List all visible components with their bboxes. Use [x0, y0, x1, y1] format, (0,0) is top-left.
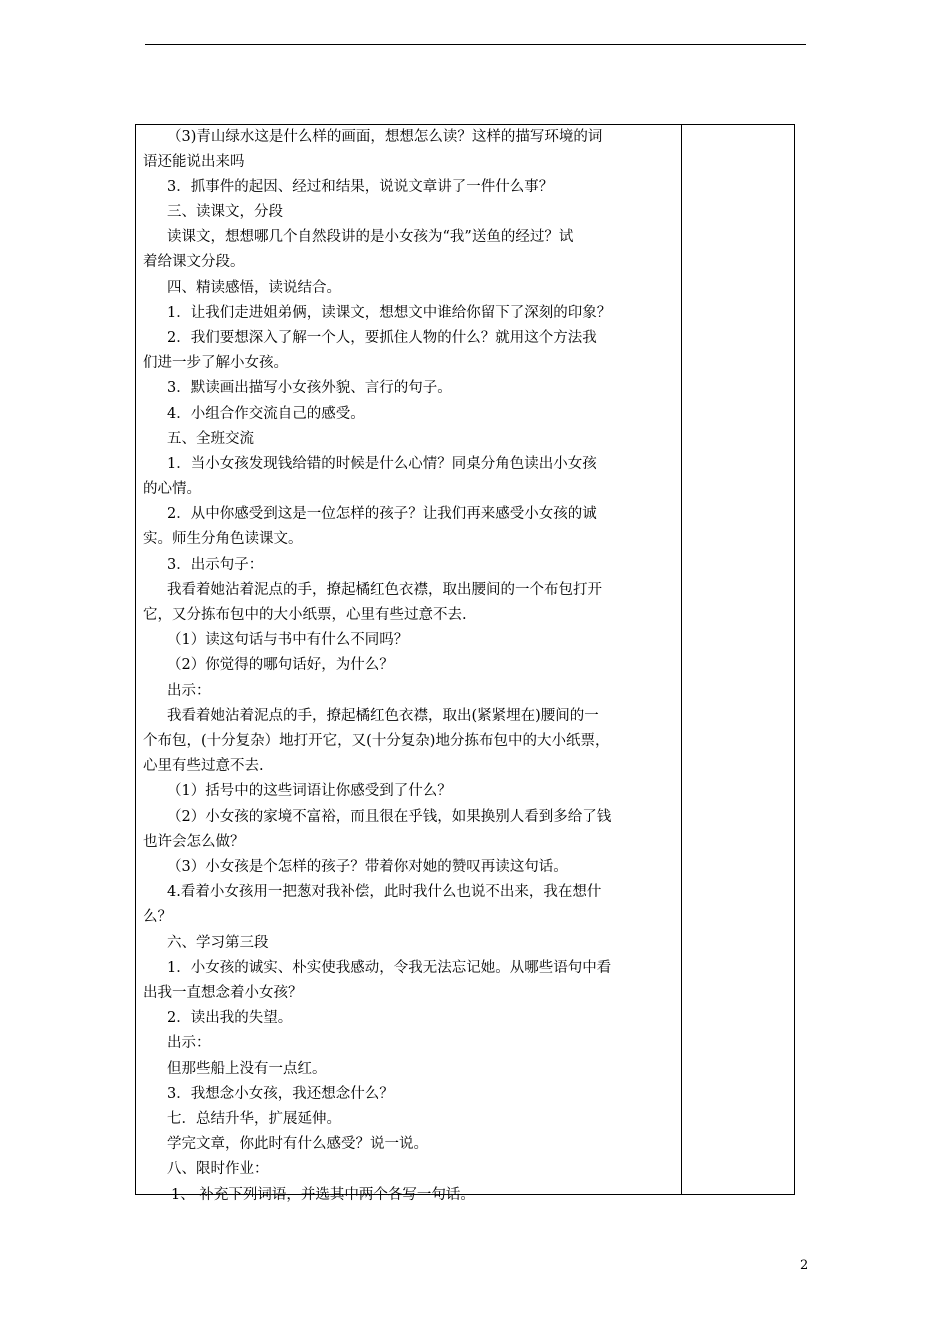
content-line: （2）你觉得的哪句话好，为什么？: [167, 657, 394, 673]
content-line: （3)青山绿水这是什么样的画面，想想怎么读？这样的描写环境的词: [167, 129, 603, 145]
content-line: 出示：: [167, 683, 211, 699]
content-line: 3．出示句子：: [167, 557, 264, 573]
content-line: 也许会怎么做？: [143, 834, 245, 850]
content-line: 1．让我们走进姐弟俩，读课文，想想文中谁给你留下了深刻的印象？: [167, 305, 612, 321]
content-line: 1、 补充下列词语，并选其中两个各写一句话。: [171, 1187, 475, 1203]
content-line: 读课文，想想哪几个自然段讲的是小女孩为“我”送鱼的经过？试: [167, 229, 574, 245]
content-line: 2．从中你感受到这是一位怎样的孩子？让我们再来感受小女孩的诚: [167, 506, 597, 522]
header-rule: [145, 44, 806, 45]
content-line: 心里有些过意不去.: [143, 758, 264, 774]
content-line: 出示：: [167, 1035, 211, 1051]
content-line: 1．当小女孩发现钱给错的时候是什么心情？同桌分角色读出小女孩: [167, 456, 597, 472]
content-line: 么？: [143, 909, 172, 925]
content-line: （2）小女孩的家境不富裕，而且很在乎钱，如果换别人看到多给了钱: [167, 809, 612, 825]
content-line: 2．我们要想深入了解一个人，要抓住人物的什么？就用这个方法我: [167, 330, 597, 346]
content-line: 3．默读画出描写小女孩外貌、言行的句子。: [167, 380, 452, 396]
content-line: 语还能说出来吗: [143, 154, 245, 170]
content-line: 实。师生分角色读课文。: [143, 531, 303, 547]
content-line: 学完文章，你此时有什么感受？说一说。: [167, 1136, 428, 1152]
content-line: 八、限时作业：: [167, 1161, 269, 1177]
content-line: 3．我想念小女孩，我还想念什么？: [167, 1086, 394, 1102]
content-line: （1）括号中的这些词语让你感受到了什么？: [167, 783, 452, 799]
content-line: 它，又分拣布包中的大小纸票，心里有些过意不去.: [143, 607, 467, 623]
content-line: 但那些船上没有一点红。: [167, 1061, 327, 1077]
content-line: 我看着她沾着泥点的手，撩起橘红色衣襟，取出腰间的一个布包打开: [167, 582, 602, 598]
content-line: 三、读课文，分段: [167, 204, 283, 220]
content-line: 4.看着小女孩用一把葱对我补偿，此时我什么也说不出来，我在想什: [167, 884, 602, 900]
lesson-plan-table: [135, 124, 795, 1203]
content-line: 五、全班交流: [167, 431, 254, 447]
content-line: 2．读出我的失望。: [167, 1010, 293, 1026]
content-line: 3．抓事件的起因、经过和结果，说说文章讲了一件什么事？: [167, 179, 554, 195]
content-line: 七．总结升华，扩展延伸。: [167, 1111, 341, 1127]
content-line: 四、精读感悟，读说结合。: [167, 280, 341, 296]
content-line: 个布包，(十分复杂）地打开它，又(十分复杂)地分拣布包中的大小纸票，: [143, 733, 610, 749]
page-number: 2: [800, 1258, 809, 1273]
content-line: 六、学习第三段: [167, 935, 269, 951]
content-line: 的心情。: [143, 481, 201, 497]
content-line: 1．小女孩的诚实、朴实使我感动，令我无法忘记她。从哪些语句中看: [167, 960, 612, 976]
notes-column-cell: [682, 125, 794, 1194]
content-line: 着给课文分段。: [143, 254, 245, 270]
content-line: 们进一步了解小女孩。: [143, 355, 288, 371]
content-line: 我看着她沾着泥点的手，撩起橘红色衣襟，取出(紧紧埋在)腰间的一: [167, 708, 599, 724]
content-line: （1）读这句话与书中有什么不同吗？: [167, 632, 409, 648]
content-line: （3）小女孩是个怎样的孩子？带着你对她的赞叹再读这句话。: [167, 859, 568, 875]
content-line: 出我一直想念着小女孩？: [143, 985, 303, 1001]
content-line: 4．小组合作交流自己的感受。: [167, 406, 365, 422]
